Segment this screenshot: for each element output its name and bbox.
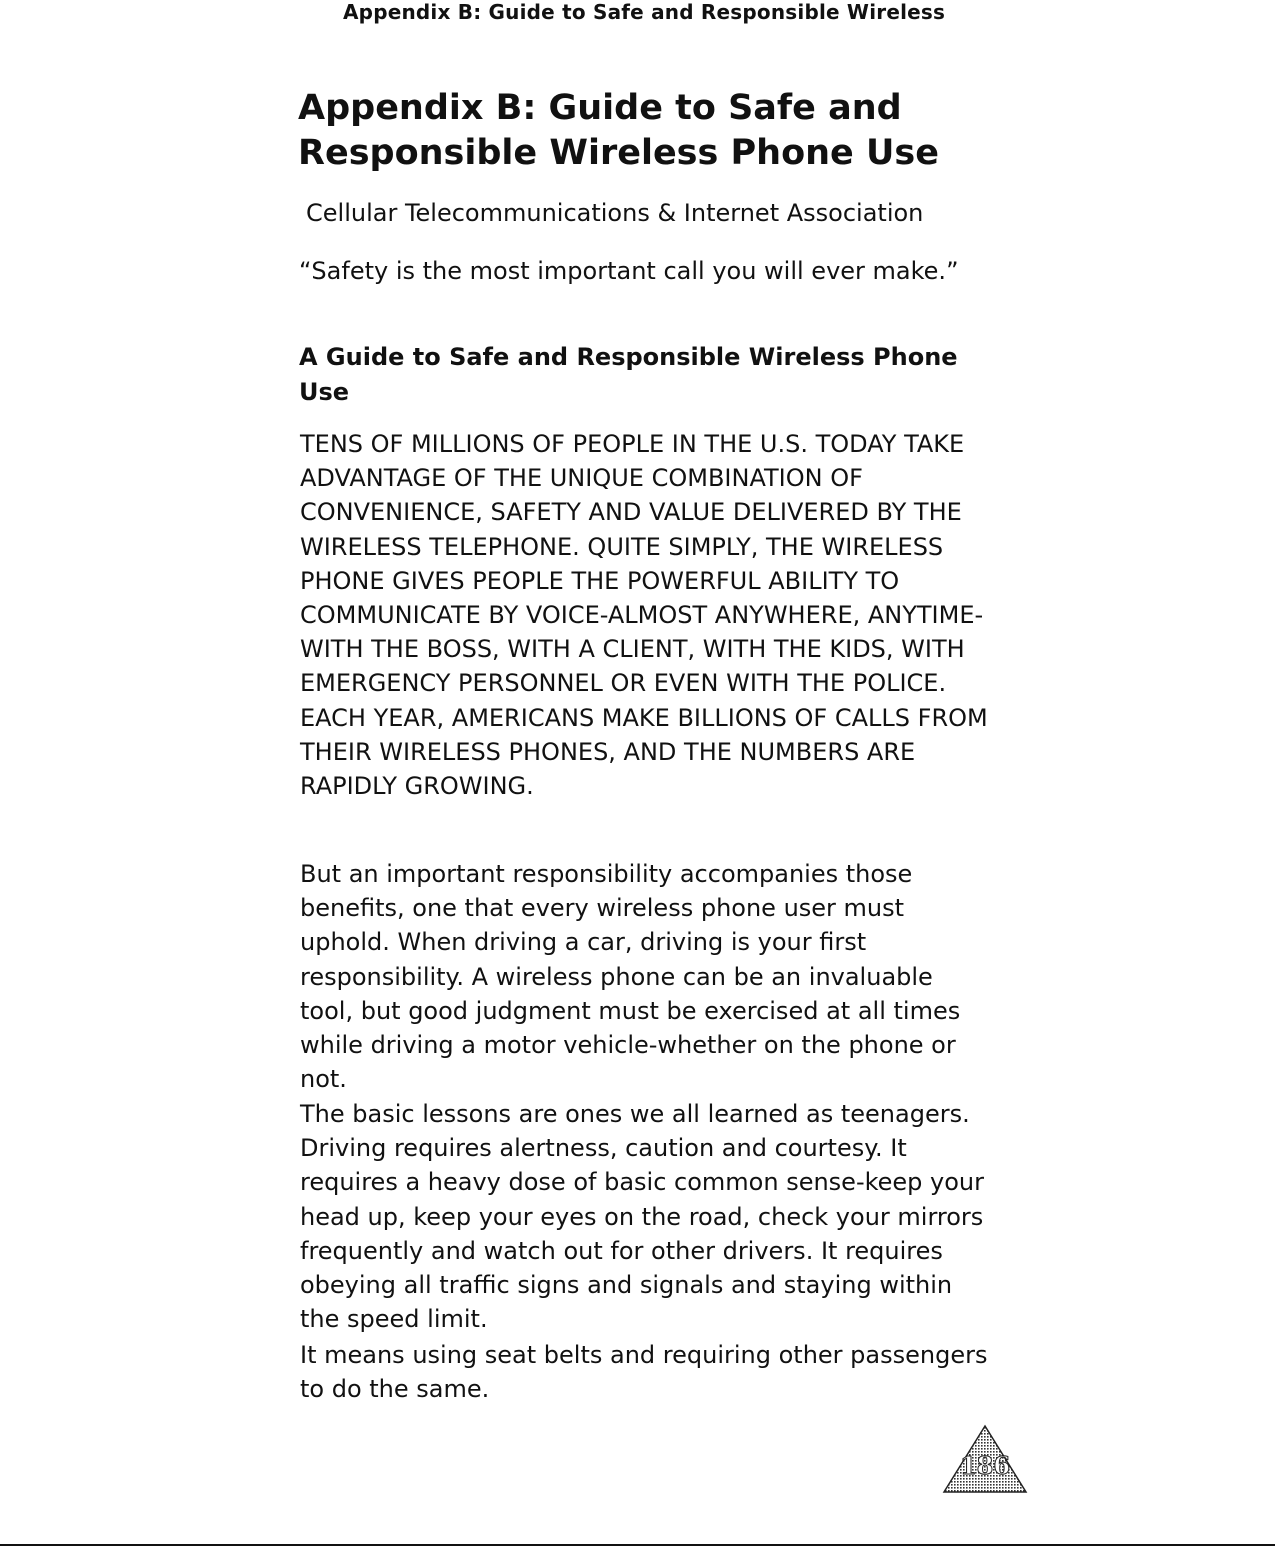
running-header: Appendix B: Guide to Safe and Responsible Wireless <box>343 0 946 24</box>
paragraph-seat-belts: It means using seat belts and requiring other passengers to do the same. <box>300 1341 988 1404</box>
paragraph-basic-lessons: The basic lessons are ones we all learned as teenagers. Driving requires alertness, caution and courtesy. It requires a heavy dose of basic common sense-keep your head up, keep your eyes on the road, check your mirrors frequently and watch out for other drivers. It requires obeying all traffic signs and signals and staying within the speed limit. <box>300 1100 984 1334</box>
paragraph-intro-caps: TENS OF MILLIONS OF PEOPLE IN THE U.S. TODAY TAKE ADVANTAGE OF THE UNIQUE COMBINATION OF CONVENIENCE, SAFETY AND VALUE DELIVERED BY THE WIRELESS TELEPHONE. QUITE SIMPLY, THE WIRELESS PHONE GIVES PEOPLE THE POWERFUL ABILITY TO COMMUNICATE BY VOICE-ALMOST ANYWHERE, ANYTIME-WITH THE BOSS, WITH A CLIENT, WITH THE KIDS, WITH EMERGENCY PERSONNEL OR EVEN WITH THE POLICE. EACH YEAR, AMERICANS MAKE BILLIONS OF CALLS FROM THEIR WIRELESS PHONES, AND THE NUMBERS ARE RAPIDLY GROWING. <box>300 430 988 801</box>
page-number-badge <box>942 1424 1028 1494</box>
paragraph-responsibility: But an important responsibility accompanies those benefits, one that every wireless phone user must uphold. When driving a car, driving is your first responsibility. A wireless phone can be an invaluable tool, but good judgment must be exercised at all times while driving a motor vehicle-whether on the phone or not. <box>300 860 961 1094</box>
page-number: 186 <box>959 1451 1011 1480</box>
bottom-divider <box>0 1544 1275 1546</box>
page-title: Appendix B: Guide to Safe and Responsible Wireless Phone Use <box>298 88 939 173</box>
organization-name: Cellular Telecommunications & Internet Association <box>306 199 924 227</box>
section-subtitle: A Guide to Safe and Responsible Wireless Phone Use <box>299 343 958 406</box>
quote: “Safety is the most important call you will ever make.” <box>299 257 959 285</box>
